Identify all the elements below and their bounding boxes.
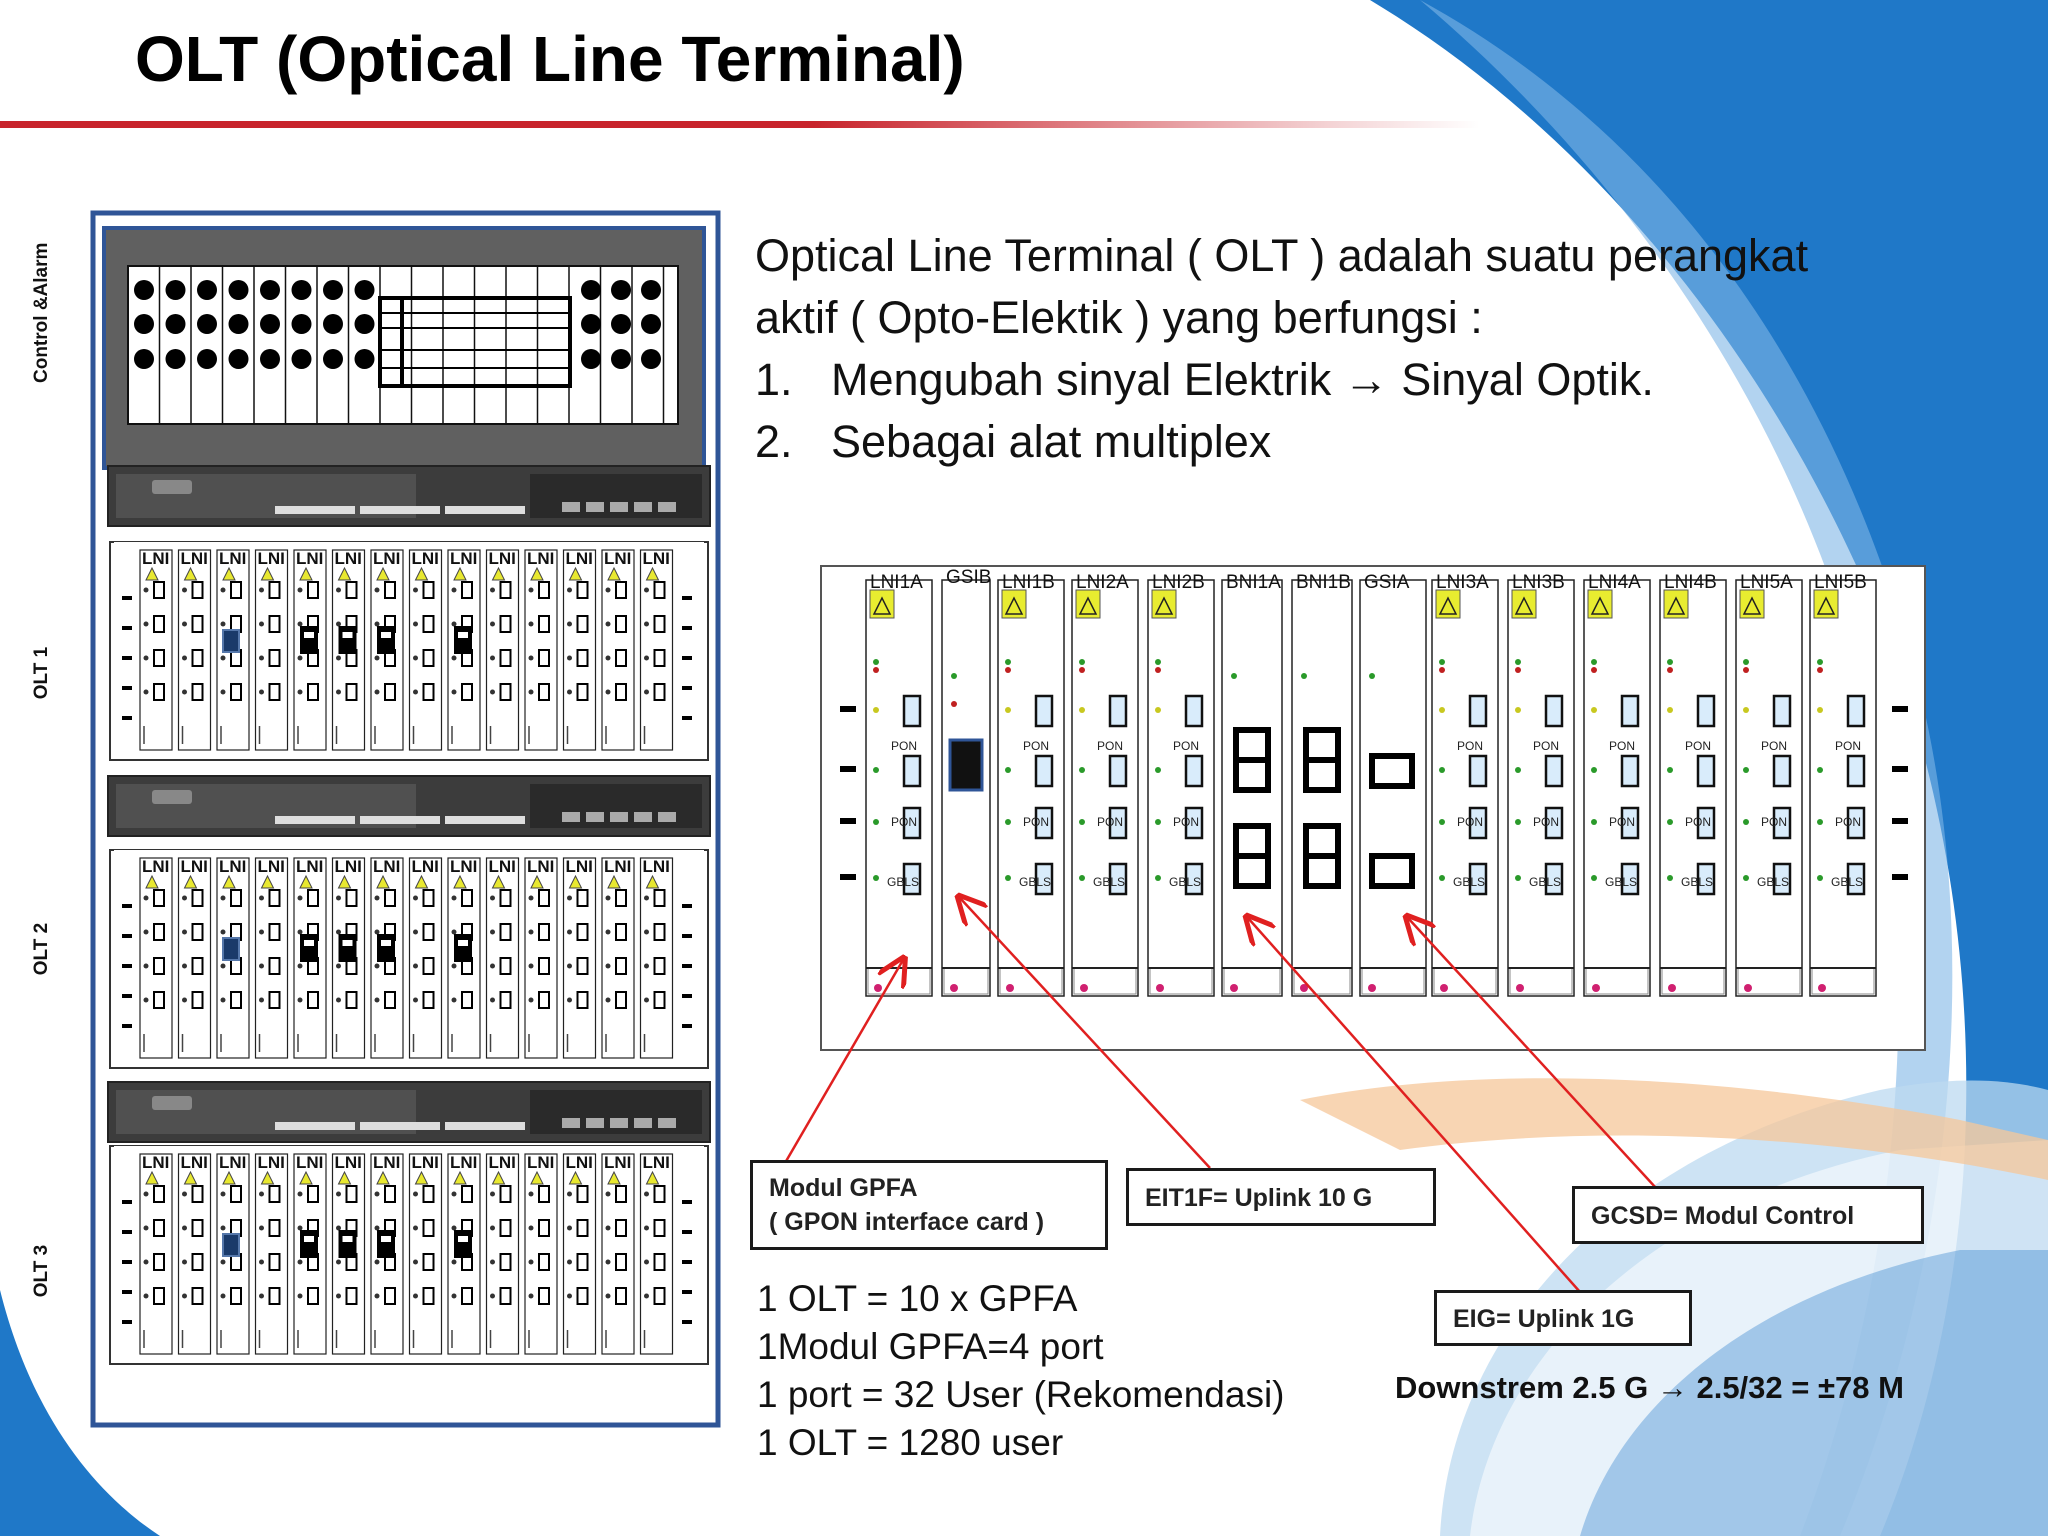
svg-text:LNI: LNI: [180, 1153, 208, 1172]
svg-text:LNI: LNI: [450, 549, 478, 568]
slot-label-gsia: GSIA: [1364, 572, 1410, 593]
rack-label-olt1: OLT 1: [31, 646, 52, 700]
intro-item-2-number: 2.: [755, 416, 793, 467]
svg-text:LNI: LNI: [527, 857, 555, 876]
svg-text:PON: PON: [1609, 739, 1636, 753]
svg-text:PON: PON: [1761, 815, 1788, 829]
rack-label-control-alarm: Control &Alarm: [31, 242, 52, 383]
svg-text:LNI: LNI: [373, 1153, 401, 1172]
svg-text:PON: PON: [1097, 739, 1124, 753]
svg-text:PON: PON: [1835, 815, 1862, 829]
callout-gpfa-subtitle: ( GPON interface card ): [769, 1208, 1045, 1236]
svg-text:LNI: LNI: [450, 857, 478, 876]
svg-text:GBLS: GBLS: [1453, 875, 1486, 889]
intro-item-2-text: Sebagai alat multiplex: [831, 416, 1272, 467]
capacity-line-3: 1 port = 32 User (Rekomendasi): [757, 1374, 1285, 1415]
svg-text:LNI: LNI: [565, 857, 593, 876]
svg-text:PON: PON: [1023, 815, 1050, 829]
intro-item-1-text: Mengubah sinyal Elektrik → Sinyal Optik.: [831, 354, 1654, 405]
svg-text:PON: PON: [1173, 739, 1200, 753]
svg-text:GBLS: GBLS: [1093, 875, 1126, 889]
svg-text:PON: PON: [1533, 739, 1560, 753]
svg-text:LNI: LNI: [411, 857, 439, 876]
svg-text:LNI: LNI: [142, 857, 170, 876]
svg-text:PON: PON: [1173, 815, 1200, 829]
svg-text:LNI: LNI: [373, 857, 401, 876]
svg-text:LNI: LNI: [296, 1153, 324, 1172]
svg-text:LNI: LNI: [334, 1153, 362, 1172]
intro-item-1-number: 1.: [755, 354, 793, 405]
capacity-line-2: 1Modul GPFA=4 port: [757, 1326, 1104, 1367]
svg-text:PON: PON: [1685, 739, 1712, 753]
svg-text:PON: PON: [1533, 815, 1560, 829]
svg-text:LNI: LNI: [257, 549, 285, 568]
svg-text:GBLS: GBLS: [1529, 875, 1562, 889]
svg-text:LNI: LNI: [604, 857, 632, 876]
olt-capacity-list: [757, 1275, 1285, 1467]
slot-label-lni5a: LNI5A: [1740, 572, 1793, 593]
callout-gpfa-title: Modul GPFA: [769, 1174, 918, 1202]
svg-text:GBLS: GBLS: [887, 875, 920, 889]
intro-line-1: Optical Line Terminal ( OLT ) adalah suatu perangkat: [755, 230, 1809, 281]
callout-eit1f: EIT1F= Uplink 10 G: [1126, 1168, 1436, 1226]
svg-text:PON: PON: [1685, 815, 1712, 829]
callout-eig: EIG= Uplink 1G: [1434, 1290, 1692, 1346]
svg-text:PON: PON: [1457, 739, 1484, 753]
svg-text:GBLS: GBLS: [1605, 875, 1638, 889]
svg-text:LNI: LNI: [604, 549, 632, 568]
slot-label-lni1a: LNI1A: [870, 572, 923, 593]
svg-text:LNI: LNI: [142, 1153, 170, 1172]
svg-text:PON: PON: [1457, 815, 1484, 829]
svg-text:LNI: LNI: [488, 1153, 516, 1172]
svg-text:GBLS: GBLS: [1681, 875, 1714, 889]
svg-text:LNI: LNI: [142, 549, 170, 568]
svg-text:GBLS: GBLS: [1019, 875, 1052, 889]
svg-text:PON: PON: [1023, 739, 1050, 753]
svg-text:LNI: LNI: [604, 1153, 632, 1172]
svg-text:GBLS: GBLS: [1831, 875, 1864, 889]
svg-text:LNI: LNI: [565, 549, 593, 568]
svg-text:PON: PON: [1097, 815, 1124, 829]
svg-text:LNI: LNI: [296, 549, 324, 568]
svg-text:LNI: LNI: [180, 857, 208, 876]
svg-text:LNI: LNI: [219, 1153, 247, 1172]
svg-text:LNI: LNI: [296, 857, 324, 876]
svg-text:LNI: LNI: [642, 857, 670, 876]
svg-text:LNI: LNI: [450, 1153, 478, 1172]
downstream-formula: Downstrem 2.5 G → 2.5/32 = ±78 M: [1395, 1370, 1904, 1405]
svg-text:PON: PON: [891, 815, 918, 829]
slot-label-bni1b: BNI1B: [1296, 572, 1351, 593]
slot-label-lni2b: LNI2B: [1152, 572, 1205, 593]
svg-text:LNI: LNI: [334, 857, 362, 876]
svg-text:LNI: LNI: [411, 549, 439, 568]
svg-text:LNI: LNI: [642, 549, 670, 568]
svg-text:LNI: LNI: [488, 549, 516, 568]
svg-text:GBLS: GBLS: [1169, 875, 1202, 889]
svg-text:LNI: LNI: [219, 857, 247, 876]
slot-label-lni4b: LNI4B: [1664, 572, 1717, 593]
svg-text:LNI: LNI: [565, 1153, 593, 1172]
svg-text:GBLS: GBLS: [1757, 875, 1790, 889]
svg-text:LNI: LNI: [219, 549, 247, 568]
svg-text:LNI: LNI: [257, 1153, 285, 1172]
slot-label-lni4a: LNI4A: [1588, 572, 1641, 593]
slot-label-lni2a: LNI2A: [1076, 572, 1129, 593]
svg-text:LNI: LNI: [257, 857, 285, 876]
svg-text:LNI: LNI: [527, 549, 555, 568]
page-title: OLT (Optical Line Terminal): [135, 23, 965, 95]
svg-text:LNI: LNI: [642, 1153, 670, 1172]
intro-line-2: aktif ( Opto-Elektik ) yang berfungsi :: [755, 292, 1483, 343]
callout-gcsd: GCSD= Modul Control: [1572, 1186, 1924, 1244]
svg-text:LNI: LNI: [334, 549, 362, 568]
svg-text:LNI: LNI: [488, 857, 516, 876]
svg-text:PON: PON: [891, 739, 918, 753]
svg-text:PON: PON: [1609, 815, 1636, 829]
callout-gpfa: [750, 1160, 1108, 1250]
slot-label-gsib: GSIB: [946, 567, 992, 588]
slot-label-lni3b: LNI3B: [1512, 572, 1565, 593]
slot-label-lni5b: LNI5B: [1814, 572, 1867, 593]
rack-label-olt2: OLT 2: [31, 922, 52, 976]
svg-text:LNI: LNI: [527, 1153, 555, 1172]
rack-label-olt3: OLT 3: [31, 1244, 52, 1298]
svg-text:LNI: LNI: [411, 1153, 439, 1172]
capacity-line-1: 1 OLT = 10 x GPFA: [757, 1278, 1078, 1319]
capacity-line-4: 1 OLT = 1280 user: [757, 1422, 1064, 1463]
slot-label-lni1b: LNI1B: [1002, 572, 1055, 593]
svg-text:PON: PON: [1835, 739, 1862, 753]
svg-text:PON: PON: [1761, 739, 1788, 753]
svg-text:LNI: LNI: [373, 549, 401, 568]
svg-text:LNI: LNI: [180, 549, 208, 568]
slot-label-lni3a: LNI3A: [1436, 572, 1489, 593]
slot-label-bni1a: BNI1A: [1226, 572, 1281, 593]
